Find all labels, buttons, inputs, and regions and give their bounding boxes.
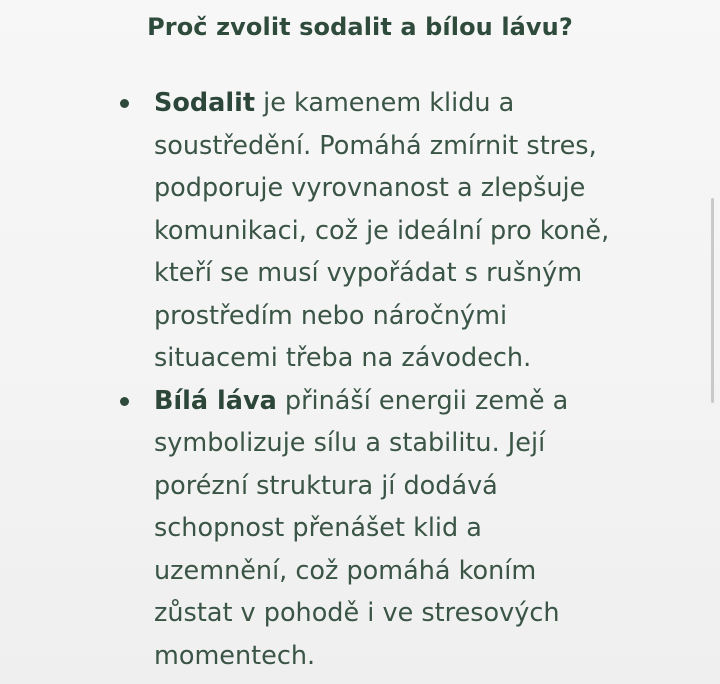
item-text-line: symbolizuje sílu a stabilitu. Její <box>154 428 546 458</box>
item-text-line: podporuje vyrovnanost a zlepšuje <box>154 173 586 203</box>
item-text-line: soustředění. Pomáhá zmírnit stres, <box>154 130 597 161</box>
item-text-line: uzemnění, což pomáhá koním <box>154 555 537 586</box>
item-text-line: je kamenem klidu a <box>255 88 515 118</box>
list-item-bila-lava <box>118 380 678 678</box>
bullet-icon <box>120 397 129 406</box>
item-title: Sodalit <box>154 88 256 118</box>
page-title: Proč zvolit sodalit a bílou lávu? <box>147 13 573 41</box>
list-item-sodalit <box>118 82 678 380</box>
item-text-line: momentech. <box>154 640 316 671</box>
item-text-line: prostředím nebo náročnými <box>154 300 508 331</box>
item-text-line: zůstat v pohodě i ve stresových <box>154 598 560 628</box>
benefits-list <box>118 82 678 677</box>
item-text-line: schopnost přenášet klid a <box>154 513 482 543</box>
item-text-line: komunikaci, což je ideální pro koně, <box>154 215 610 246</box>
item-text-line: přináší energii země a <box>276 385 569 416</box>
item-text-line: kteří se musí vypořádat s rušným <box>154 258 583 288</box>
item-text-line: situacemi třeba na závodech. <box>154 343 532 373</box>
item-title: Bílá láva <box>154 385 277 416</box>
bullet-icon <box>120 99 129 108</box>
item-text-line: porézní struktura jí dodává <box>154 470 498 501</box>
scrollbar[interactable] <box>711 198 714 403</box>
